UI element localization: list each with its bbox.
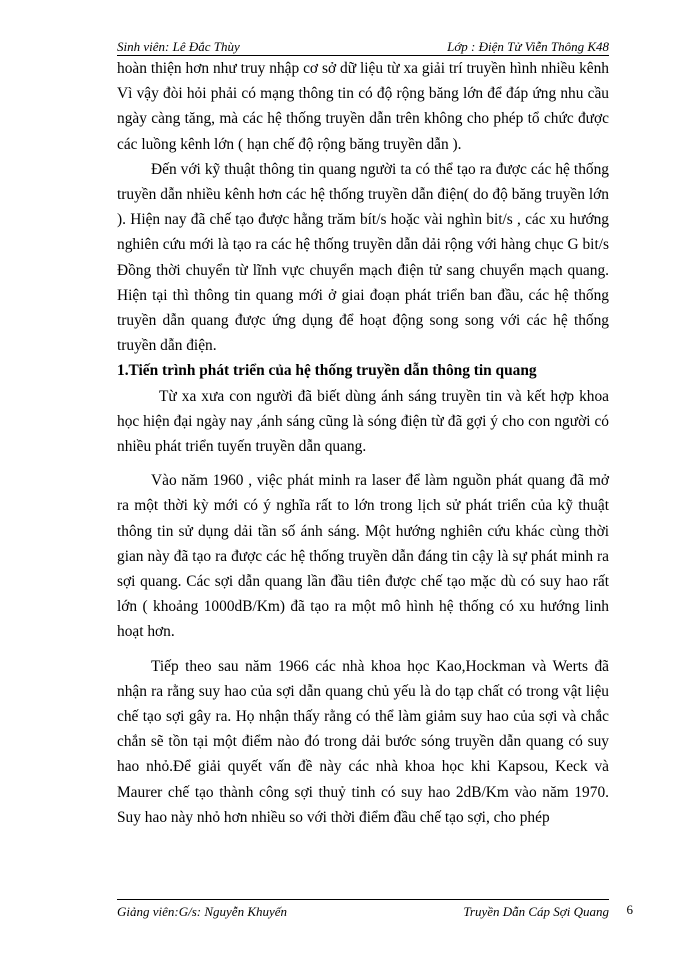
paragraph-optical-tech: Đến với kỹ thuật thông tin quang người ta có thể tạo ra được các hệ thống truyền dẫn nhiều kênh hơn các hệ thống truyền dẫn điện( do độ băng truyền lớn ). Hiện nay đã chế tạo được hằng trăm bít/s hoặc vài nghìn bit/s , các xu hướng nghiên cứu mới là tạo ra các hệ thống truyền dẫn dải rộng với hàng chục G bit/s Đồng thời chuyển từ lĩnh vực chuyển mạch điện tử sang chuyển mạch quang. Hiện tại thì thông tin quang mới ở giai đoạn phát triển ban đầu, các hệ thống truyền dẫn quang được ứng dụng để hoạt động song song với các hệ thống truyền dẫn điện.	[117, 160, 609, 355]
footer-rule	[117, 899, 609, 900]
subject-title: Truyền Dẫn Cáp Sợi Quang	[463, 904, 609, 919]
paragraph-laser-1960: Vào năm 1960 , việc phát minh ra laser để làm nguồn phát quang đã mở ra một thời kỳ mới có ý nghĩa rất to lớn trong lịch sử phát triển của kỹ thuật thông tin sử dụng dải tần số ánh sáng. Một hướng nghiên cứu khác cùng thời gian này đã tạo ra được các hệ thống truyền dẫn đáng tin cậy là sự phát minh ra sợi quang. Các sợi dẫn quang lần đầu tiên được chế tạo mặc dù có suy hao rất lớn ( khoảng 1000dB/Km) đã tạo ra một mô hình hệ thống có xu hướng linh hoạt hơn.	[117, 472, 609, 641]
page-number: 6	[626, 902, 633, 917]
section-heading: 1.Tiến trình phát triển của hệ thống truyền dẫn thông tin quang	[117, 362, 537, 380]
paragraph-fiber-1966: Tiếp theo sau năm 1966 các nhà khoa học Kao,Hockman và Werts đã nhận ra rằng suy hao của sợi dẫn quang chủ yếu là do tạp chất có trong vật liệu chế tạo sợi gây ra. Họ nhận thấy rằng có thể làm giảm suy hao của sợi và chắc chắn sẽ tồn tại một điểm nào đó trong dải bước sóng truyền dẫn quang có suy hao nhỏ.Để giải quyết vấn đề này các nhà khoa học khi Kapsou, Keck và Maurer chế tạo thành công sợi thuỷ tinh có suy hao 2dB/Km vào năm 1970. Suy hao này nhỏ hơn nhiều so với thời điểm đầu chế tạo sợi, cho phép	[117, 657, 609, 826]
paragraph-intro-continued: hoàn thiện hơn như truy nhập cơ sở dữ liệu từ xa giải trí truyền hình nhiều kênh Vì vậy đòi hỏi phải có mạng thông tin có độ rộng băng lớn để đáp ứng nhu cầu ngày càng tăng, mà các hệ thống truyền dẫn trên không cho phép tổ chức được các luồng kênh lớn ( hạn chế độ rộng băng truyền dẫn ).	[117, 60, 609, 153]
document-body	[117, 56, 609, 830]
student-name: Sinh viên: Lê Đắc Thùy	[117, 39, 240, 54]
paragraph-history: Từ xa xưa con người đã biết dùng ánh sáng truyền tin và kết hợp khoa học hiện đại ngày nay ,ánh sáng cũng là sóng điện từ đã gợi ý cho con người có nhiều phát triển tuyến truyền dẫn quang.	[117, 387, 609, 456]
class-name: Lớp : Điện Tử Viễn Thông K48	[447, 39, 609, 54]
page-footer	[117, 903, 633, 923]
lecturer-name: Giảng viên:G/s: Nguyễn Khuyến	[117, 904, 288, 919]
